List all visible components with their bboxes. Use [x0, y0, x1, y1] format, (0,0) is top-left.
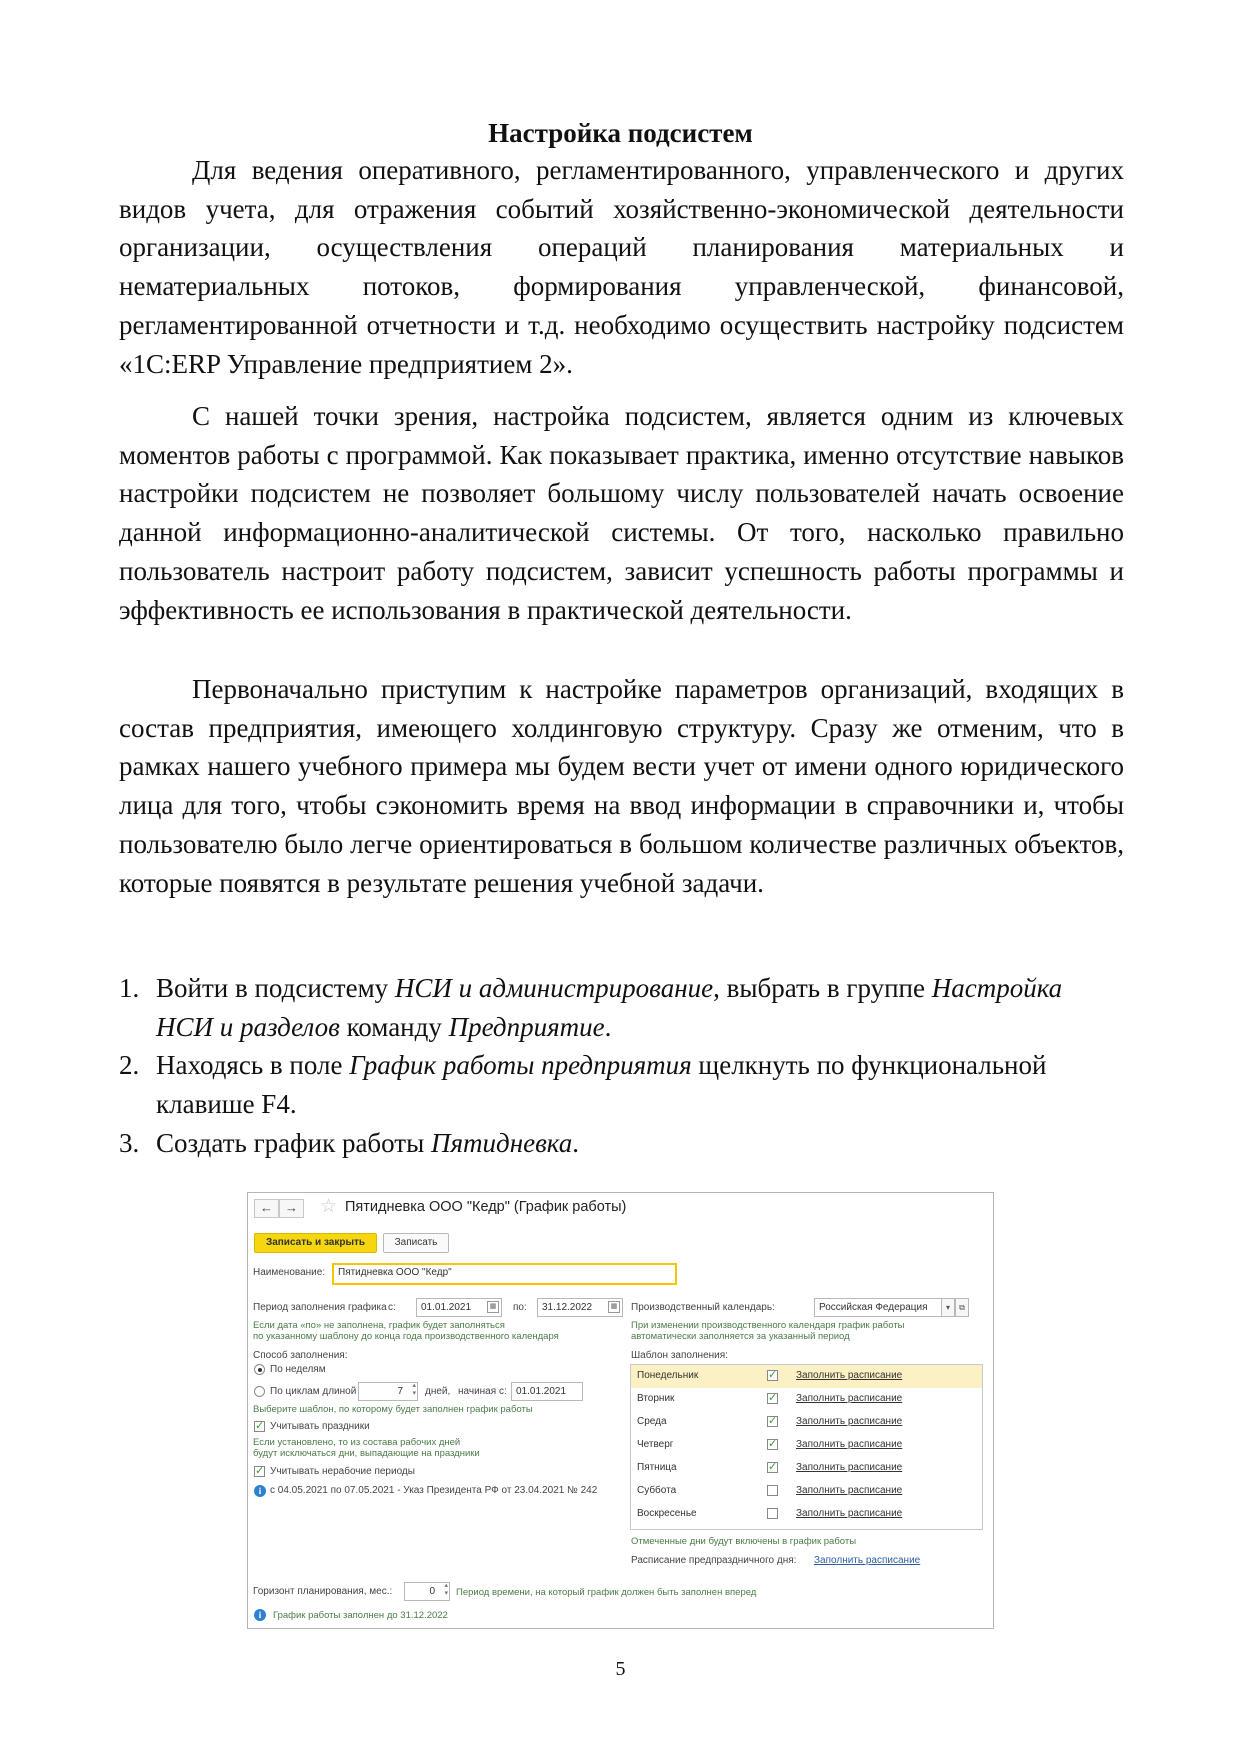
step-item: 3. Создать график работы Пятидневка. — [119, 1127, 580, 1158]
fill-schedule-link[interactable]: Заполнить расписание — [796, 1416, 903, 1427]
radio-by-cycles[interactable] — [254, 1386, 265, 1397]
steps-list — [119, 969, 1124, 1163]
decree-text: с 04.05.2021 по 07.05.2021 - Указ Президента РФ от 23.04.2021 № 242 — [270, 1485, 598, 1496]
method-label: Способ заполнения: — [253, 1350, 348, 1361]
day-checkbox[interactable]: ✓ — [768, 1392, 778, 1404]
nonwork-checkbox[interactable]: ✓ — [255, 1465, 265, 1477]
date-to-input[interactable]: 31.12.2022 ▦ — [537, 1298, 623, 1317]
day-name: Четверг — [637, 1439, 674, 1450]
favorite-star-icon[interactable]: ☆ — [320, 1196, 338, 1217]
fill-schedule-link[interactable]: Заполнить расписание — [796, 1393, 903, 1404]
holidays-hint-1: Если установлено, то из состава рабочих дней — [253, 1437, 461, 1448]
fill-schedule-link[interactable]: Заполнить расписание — [796, 1485, 903, 1496]
fill-schedule-link[interactable]: Заполнить расписание — [796, 1508, 903, 1519]
holidays-hint-2: будут исключаться дни, выпадающие на праздники — [253, 1448, 480, 1459]
by-weeks-label: По неделям — [270, 1364, 326, 1375]
page-heading: Настройка подсистем — [488, 118, 753, 148]
calendar-hint-1: При изменении производственного календаря график работы — [631, 1320, 905, 1331]
name-input[interactable]: Пятидневка ООО "Кедр" — [332, 1263, 677, 1285]
from-label: с: — [388, 1302, 396, 1313]
nonwork-label: Учитывать нерабочие периоды — [270, 1466, 415, 1477]
info-icon: i — [254, 1609, 266, 1621]
name-label: Наименование: — [253, 1267, 326, 1278]
horizon-stepper[interactable]: 0 ▴ ▾ — [404, 1582, 450, 1601]
info-icon: i — [254, 1485, 266, 1497]
preholiday-label: Расписание предпраздничного дня: — [631, 1555, 797, 1566]
fill-schedule-link[interactable]: Заполнить расписание — [796, 1462, 903, 1473]
table-row[interactable] — [631, 1480, 982, 1503]
starting-label: начиная с: — [458, 1386, 507, 1397]
period-label: Период заполнения графика — [253, 1302, 387, 1313]
table-row[interactable] — [631, 1411, 982, 1434]
days-label: дней, — [425, 1386, 451, 1397]
to-label: по: — [513, 1302, 527, 1313]
forward-arrow-icon[interactable]: → — [279, 1199, 304, 1218]
day-checkbox[interactable] — [767, 1508, 778, 1519]
by-cycles-label: По циклам длиной — [270, 1386, 357, 1397]
preholiday-fill-link[interactable]: Заполнить расписание — [814, 1555, 921, 1566]
open-icon[interactable]: ⧉ — [955, 1298, 969, 1317]
paragraph-3: Первоначально приступим к настройке параметров организаций, входящих в состав предприятия, имеющего холдинговую структуру. Сразу же отменим, что в рамках нашего учебного примера мы будем вести учет от имени одного юридического лица для того, чтобы сэкономить время на ввод информации в справочники и, чтобы пользователю было легче ориентироваться в большом количестве различных объектов, которые появятся в результате решения учебной задачи. — [119, 674, 1124, 898]
day-checkbox[interactable]: ✓ — [768, 1461, 778, 1473]
page-number: 5 — [615, 1658, 626, 1680]
day-checkbox[interactable]: ✓ — [768, 1369, 778, 1381]
day-name: Пятница — [637, 1462, 677, 1473]
calendar-icon[interactable]: ▦ — [608, 1301, 620, 1313]
back-arrow-icon[interactable]: ← — [254, 1199, 279, 1218]
table-row[interactable] — [631, 1457, 982, 1480]
paragraph-1: Для ведения оперативного, регламентированного, управленческого и других видов учета, для отражения событий хозяйственно-экономической деятельности организации, осуществления операций планирования материальных и нематериальных потоков, формирования управленческой, финансовой, регламентированной отчетности и т.д. необходимо осуществить настройку подсистем «1С:ERP Управление предприятием 2». — [119, 155, 1124, 379]
save-button[interactable]: Записать — [383, 1233, 449, 1253]
date-from-input[interactable]: 01.01.2021 ▦ — [416, 1298, 502, 1317]
holidays-label: Учитывать праздники — [270, 1421, 370, 1432]
table-row[interactable] — [631, 1503, 982, 1526]
paragraph-2: С нашей точки зрения, настройка подсистем, является одним из ключевых моментов работы с программой. Как показывает практика, именно отсутствие навыков настройки подсистем не позволяет большому числу пользователей начать освоение данной информационно-аналитической системы. От того, насколько правильно пользователь настроит работу подсистем, зависит успешность работы программы и эффективность ее использования в практической деятельности. — [119, 401, 1124, 625]
table-row[interactable] — [631, 1388, 982, 1411]
holidays-checkbox[interactable]: ✓ — [255, 1420, 265, 1432]
table-row[interactable] — [631, 1434, 982, 1457]
save-and-close-button[interactable]: Записать и закрыть — [254, 1233, 377, 1253]
template-label: Шаблон заполнения: — [631, 1350, 728, 1361]
day-name: Среда — [637, 1416, 667, 1427]
template-hint: Выберите шаблон, по которому будет заполнен график работы — [253, 1404, 533, 1415]
cycle-start-input[interactable]: 01.01.2021 — [511, 1382, 583, 1401]
schedule-form-screenshot — [247, 1192, 994, 1629]
day-name: Вторник — [637, 1393, 675, 1404]
day-checkbox[interactable]: ✓ — [768, 1438, 778, 1450]
day-name: Воскресенье — [637, 1508, 697, 1519]
calendar-select[interactable]: Российская Федерация — [814, 1298, 942, 1317]
day-name: Суббота — [637, 1485, 677, 1496]
calendar-hint-2: автоматически заполняется за указанный период — [631, 1331, 850, 1342]
radio-by-weeks[interactable] — [254, 1364, 265, 1375]
window-title: Пятидневка ООО "Кедр" (График работы) — [345, 1199, 627, 1215]
calendar-label: Производственный календарь: — [631, 1302, 775, 1313]
step-item: 2. Находясь в поле График работы предприятия щелкнуть по функциональной клавише F4. — [119, 1050, 1047, 1120]
cycle-length-stepper[interactable]: 7 ▴ ▾ — [358, 1382, 418, 1401]
day-checkbox[interactable] — [767, 1485, 778, 1496]
period-hint-2: по указанному шаблону до конца года производственного календаря — [253, 1331, 559, 1342]
fill-schedule-link[interactable]: Заполнить расписание — [796, 1370, 903, 1381]
day-checkbox[interactable]: ✓ — [768, 1415, 778, 1427]
horizon-label: Горизонт планирования, мес.: — [253, 1586, 393, 1597]
marked-days-hint: Отмеченные дни будут включены в график работы — [631, 1536, 857, 1547]
calendar-icon[interactable]: ▦ — [487, 1301, 499, 1313]
weekday-schedule-table — [630, 1364, 983, 1530]
step-item: 1. Войти в подсистему НСИ и администрирование, выбрать в группе Настройка НСИ и разделов команду Предприятие. — [119, 973, 1063, 1042]
day-name: Понедельник — [637, 1370, 699, 1381]
horizon-hint: Период времени, на который график должен быть заполнен вперед — [456, 1587, 757, 1598]
period-hint-1: Если дата «по» не заполнена, график будет заполняться — [253, 1320, 505, 1331]
table-row[interactable] — [631, 1365, 982, 1388]
schedule-filled-info: График работы заполнен до 31.12.2022 — [273, 1610, 448, 1621]
fill-schedule-link[interactable]: Заполнить расписание — [796, 1439, 903, 1450]
dropdown-arrow-icon[interactable]: ▾ — [941, 1298, 955, 1317]
